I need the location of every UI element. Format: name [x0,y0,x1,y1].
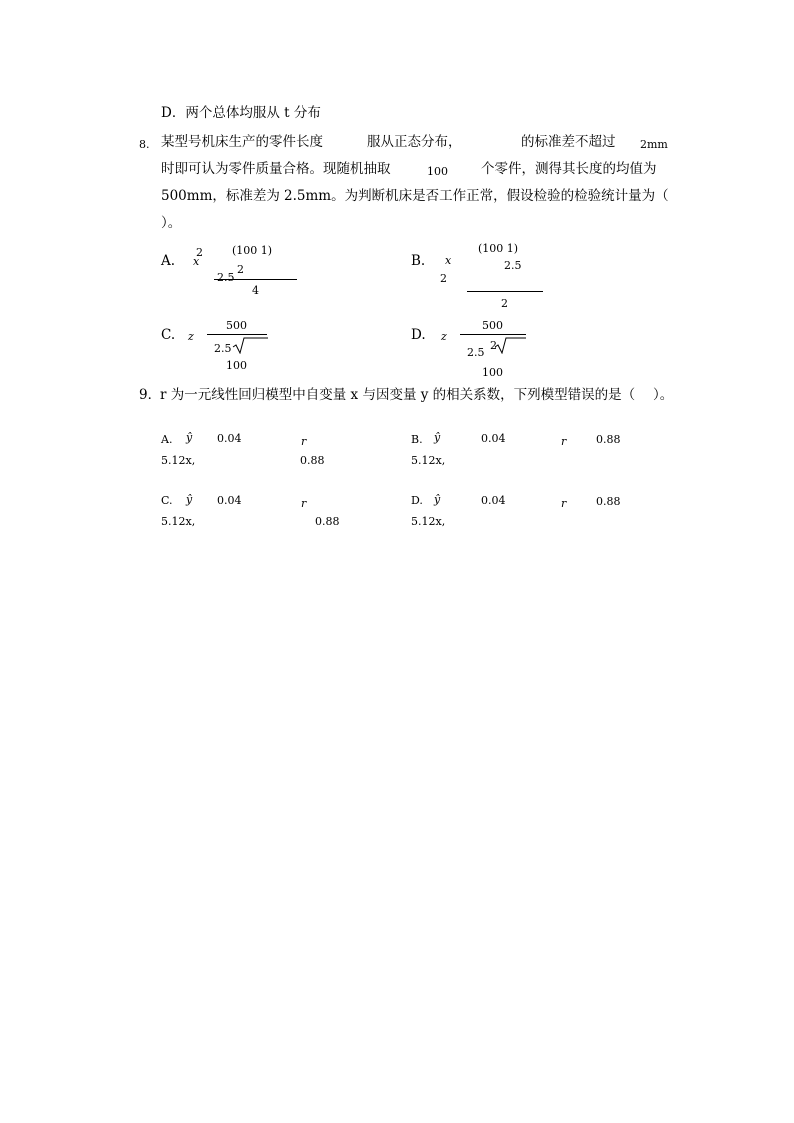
q9-option-d-slope: 5.12x, [411,515,446,528]
q8-option-a-den: 4 [252,284,259,297]
q9-option-b-slope: 5.12x, [411,454,446,467]
q8-option-b-fraction-bar [467,291,543,292]
q8-option-c-den-b: 100 [226,359,247,372]
q8-option-d-den-b: 100 [482,366,503,379]
q9-option-a-r: r [301,435,307,448]
q8-option-a-chi: x [193,255,200,268]
q8-line2-c: 个零件，测得其长度的均值为 [481,161,657,177]
q8-number: 8. [139,138,150,151]
q8-option-c-label: C. [161,327,176,343]
q8-option-c-num: 500 [226,319,247,332]
q9-option-a-yhat: ŷ [186,431,193,444]
q8-option-a-num: 2.5 [217,271,235,284]
q9-stem: r 为一元线性回归模型中自变量 x 与因变量 y 的相关系数，下列模型错误的是（ ）。 [160,387,674,403]
q8-option-d-sqrt-symbol [494,336,526,354]
q8-option-a-label: A. [161,253,176,269]
q8-line1-a: 某型号机床生产的零件长度 [161,134,323,150]
q8-option-d-label: D. [411,327,426,343]
q8-option-b-num: 2.5 [504,259,522,272]
q8-option-a-fraction-bar [214,279,297,280]
q9-option-d-r-value: 0.88 [596,495,621,508]
q8-option-c-fraction-bar [207,334,267,335]
q8-line1-c: 的标准差不超过 [521,134,616,150]
q9-option-b-const: 0.04 [481,432,506,445]
q8-option-c-den-a: 2.5 [214,342,232,355]
q8-line1-b: 服从正态分布， [367,134,462,150]
q8-line2-a: 时即可认为零件质量合格。现随机抽取 [161,161,391,177]
q9-option-b-yhat: ŷ [434,431,441,444]
q9-option-b-r-value: 0.88 [596,433,621,446]
q9-option-d-label: D. [411,494,423,507]
q8-option-a-exp: 2 [237,263,244,276]
q9-option-d-r: r [561,497,567,510]
q8-option-b-paren: (100 1) [478,242,519,255]
q8-option-b-chi: x [445,254,452,267]
q9-option-b-label: B. [411,433,423,446]
q9-option-a-r-value: 0.88 [300,454,325,467]
q8-option-b-two: 2 [440,272,447,285]
q9-option-d-const: 0.04 [481,494,506,507]
q9-option-c-yhat: ŷ [186,493,193,506]
q8-option-a-paren: (100 1) [232,244,273,257]
q9-option-c-r: r [301,497,307,510]
q9-option-c-label: C. [161,494,173,507]
q8-option-b-label: B. [411,253,426,269]
q8-option-a-sup: 2 [196,246,203,259]
q8-option-c-sqrt-symbol [232,336,268,354]
q8-option-d-z: z [441,330,447,343]
q9-option-d-yhat: ŷ [434,493,441,506]
q7-option-d: D．两个总体均服从 t 分布 [161,105,321,121]
q9-option-c-slope: 5.12x, [161,515,196,528]
q8-option-d-exp: 2 [490,339,497,352]
q8-line3-a: 500mm，标准差为 [161,188,280,204]
q9-option-c-r-value: 0.88 [315,515,340,528]
q9-option-c-const: 0.04 [217,494,242,507]
q9-option-b-r: r [561,435,567,448]
q8-option-d-fraction-bar [460,334,526,335]
q8-option-c-z: z [188,330,194,343]
q8-option-d-num: 500 [482,319,503,332]
q8-option-d-den-a: 2.5 [467,346,485,359]
q8-line3-b: 2.5mm。为判断机床是否工作正常，假设检验的检验统计量为（ [284,188,669,204]
q9-option-a-label: A. [161,433,173,446]
q8-line2-b: 100 [427,165,448,178]
q9-number: 9． [139,387,162,403]
q8-line4: ）。 [161,215,182,231]
q9-option-a-slope: 5.12x, [161,454,196,467]
q8-option-b-den: 2 [501,297,508,310]
q8-line1-d: 2mm [640,138,668,151]
q9-option-a-const: 0.04 [217,432,242,445]
